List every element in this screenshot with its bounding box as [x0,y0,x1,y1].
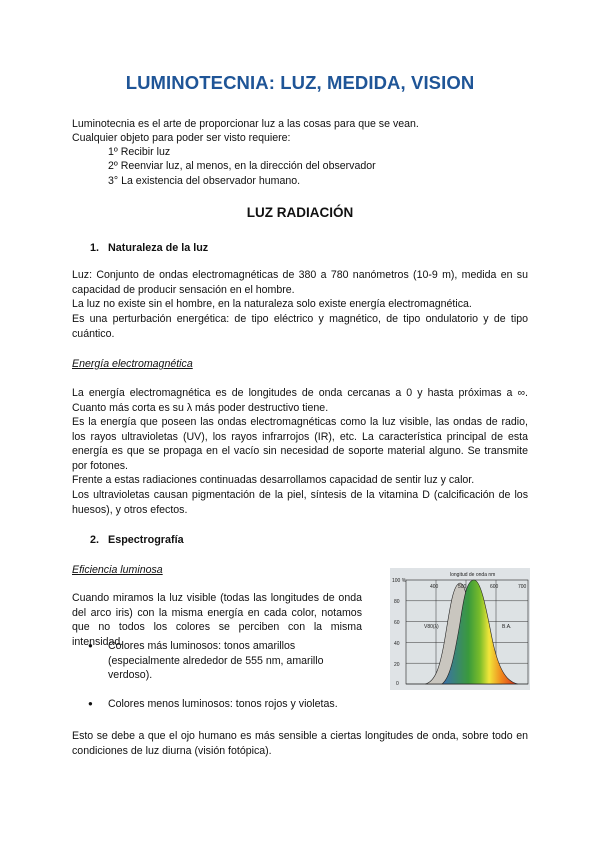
paragraph: Es una perturbación energética: de tipo eléctrico y magnético, de tipo ondulatorio y de tipo cuántico. [72,313,528,340]
paragraph: Luz: Conjunto de ondas electromagnéticas de 380 a 780 nanómetros (10-9 m), medida en su capacidad de producir sensación en el hombre. [72,269,528,296]
paragraph: La luz no existe sin el hombre, en la naturaleza solo existe energía electromagnética. [72,298,472,310]
paragraph: Frente a estas radiaciones continuadas desarrollamos capacidad de sentir luz y calor. [72,474,475,486]
subheading-energia: Energía electromagnética [72,358,193,370]
conclusion-paragraph: Esto se debe a que el ojo humano es más sensible a ciertas longitudes de onda, sobre todo en condiciones de luz diurna (visión fotópica). [72,730,528,757]
section-1-heading-text: Naturaleza de la luz [108,242,209,254]
requirement-item: 3° La existencia del observador humano. [108,175,301,187]
paragraph: Cuando miramos la luz visible (todas las longitudes de onda del arco iris) con la misma energía en cada color, notamos que no todos los colores se perciben con la misma intensidad. [72,592,362,648]
curve-label-left: V80(λ) [424,624,439,630]
intro-line-1: Luminotecnia es el arte de proporcionar luz a las cosas para que se vean. [72,118,419,130]
bullet-list [72,639,362,725]
y-tick: 40 [394,641,400,647]
section-2-heading-text: Espectrografía [108,534,184,546]
section-2-heading [90,533,184,548]
luminous-efficiency-figure [390,568,530,690]
document-title: LUMINOTECNIA: LUZ, MEDIDA, VISION [125,72,475,93]
requirement-item: 2º Reenviar luz, al menos, en la dirección del observador [108,160,376,172]
paragraph: La energía electromagnética es de longitudes de onda cercanas a 0 y hasta próximas a ∞. Cuanto más corta es su λ más poder destructivo tiene. [72,387,528,414]
section-1-heading [90,241,208,256]
section-1-number: 1. [90,242,100,254]
x-tick: 700 [518,584,527,590]
x-tick: 400 [430,584,439,590]
bullet-item: ● Colores menos luminosos: tonos rojos y violetas. [72,697,362,712]
spectral-curve-image [390,568,530,690]
y-tick: 0 [396,681,399,687]
section-title: LUZ RADIACIÓN [246,205,354,220]
bullet-item: ● Colores más luminosos: tonos amarillos (especialmente alrededor de 555 nm, amarillo verdoso). [72,639,362,683]
x-tick: 600 [490,584,499,590]
figure-title: longitud de onda nm [450,572,496,578]
y-tick: 100 % [392,578,407,584]
subheading-eficiencia: Eficiencia luminosa [72,564,163,576]
y-tick: 20 [394,662,400,668]
paragraph: Los ultravioletas causan pigmentación de la piel, síntesis de la vitamina D (calcificación de los huesos), y otros efectos. [72,489,528,516]
intro-line-2: Cualquier objeto para poder ser visto requiere: [72,132,291,144]
y-tick: 60 [394,620,400,626]
y-tick: 80 [394,599,400,605]
paragraph: Es la energía que poseen las ondas electromagnéticas como la luz visible, las ondas de radio, los rayos ultravioletas (UV), los rayos infrarrojos (IR), etc. La característica principal de esta energía es que se propaga en el vacío sin necesidad de soporte material alguno. Se transmite por fotones. [72,416,528,472]
x-tick: 500 [458,584,467,590]
requirement-item: 1º Recibir luz [108,146,171,158]
curve-label-right: B.A. [502,624,512,630]
section-2-number: 2. [90,534,100,546]
